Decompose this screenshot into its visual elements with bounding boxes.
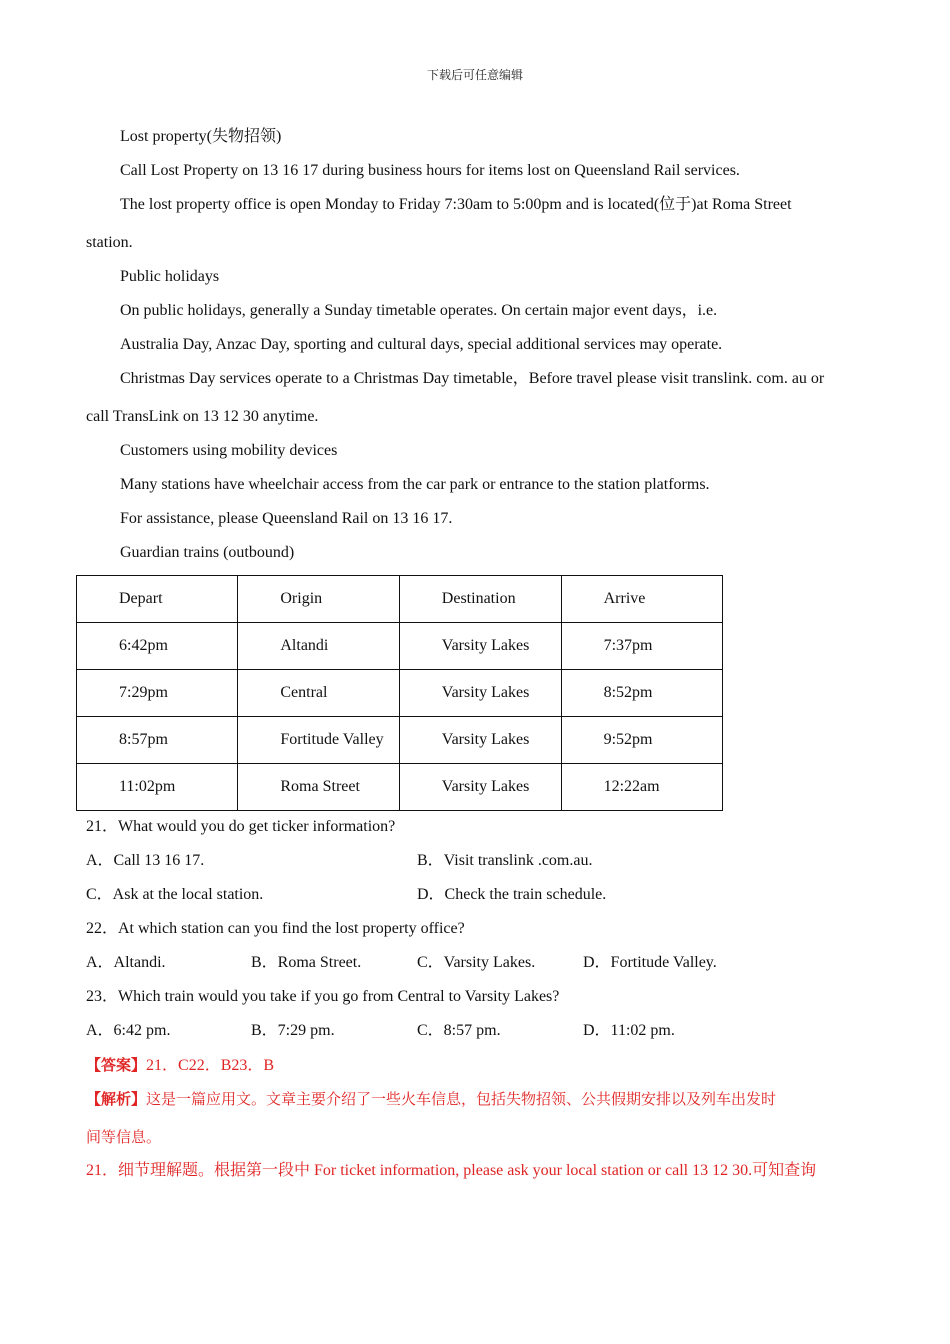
- table-cell: Altandi: [238, 623, 399, 670]
- q23-option-d: D．11:02 pm.: [583, 1022, 675, 1039]
- table-header-cell: Origin: [238, 576, 399, 623]
- section-title-public-holidays: Public holidays: [120, 268, 220, 285]
- analysis-label: 【解析】: [86, 1090, 147, 1108]
- table-cell: 9:52pm: [561, 717, 722, 764]
- table-cell: Varsity Lakes: [399, 764, 561, 811]
- answer-text: 21．C22．B23．B: [146, 1057, 275, 1074]
- answer-label: 【答案】: [86, 1056, 147, 1074]
- table-row: [77, 764, 723, 811]
- table-row: [77, 623, 723, 670]
- question-21: 21．What would you do get ticker information?: [86, 818, 396, 835]
- table-header-cell: Depart: [77, 576, 238, 623]
- q23-option-a: A．6:42 pm.: [86, 1022, 171, 1039]
- analysis-line: 21．细节理解题。根据第一段中 For ticket information, please ask your local station or call 13 12 30.可知查询: [86, 1162, 817, 1179]
- question-23: 23．Which train would you take if you go from Central to Varsity Lakes?: [86, 988, 560, 1005]
- passage-line: station.: [86, 234, 133, 251]
- table-row: [77, 717, 723, 764]
- q21-option-d: D．Check the train schedule.: [417, 886, 607, 903]
- table-cell: Roma Street: [238, 764, 399, 811]
- table-header-cell: Arrive: [561, 576, 722, 623]
- table-cell: Varsity Lakes: [399, 670, 561, 717]
- section-title-lost-property: Lost property(失物招领): [120, 128, 282, 145]
- q22-option-c: C．Varsity Lakes.: [417, 954, 536, 971]
- q22-option-b: B．Roma Street.: [251, 954, 362, 971]
- passage-line: On public holidays, generally a Sunday timetable operates. On certain major event days，i.e.: [120, 302, 718, 319]
- passage-line: Christmas Day services operate to a Christmas Day timetable，Before travel please visit translink. com. au or: [120, 370, 825, 387]
- q23-option-b: B．7:29 pm.: [251, 1022, 335, 1039]
- question-22: 22．At which station can you find the lost property office?: [86, 920, 465, 937]
- passage-line: Call Lost Property on 13 16 17 during business hours for items lost on Queensland Rail services.: [120, 162, 740, 179]
- q23-option-c: C．8:57 pm.: [417, 1022, 501, 1039]
- analysis-line: 间等信息。: [86, 1128, 162, 1146]
- passage-line: Australia Day, Anzac Day, sporting and cultural days, special additional services may operate.: [120, 336, 723, 353]
- passage-line: The lost property office is open Monday to Friday 7:30am to 5:00pm and is located(位于)at Roma Street: [120, 196, 792, 213]
- table-cell: Fortitude Valley: [238, 717, 399, 764]
- section-title-mobility: Customers using mobility devices: [120, 442, 338, 459]
- q21-option-a: A．Call 13 16 17.: [86, 852, 205, 869]
- table-cell: 8:52pm: [561, 670, 722, 717]
- table-cell: Varsity Lakes: [399, 717, 561, 764]
- q22-option-a: A．Altandi.: [86, 954, 166, 971]
- table-cell: 8:57pm: [77, 717, 238, 764]
- table-cell: 7:37pm: [561, 623, 722, 670]
- table-header-row: [77, 576, 723, 623]
- table-cell: Central: [238, 670, 399, 717]
- q21-option-b: B．Visit translink .com.au.: [417, 852, 593, 869]
- table-cell: 6:42pm: [77, 623, 238, 670]
- table-cell: 12:22am: [561, 764, 722, 811]
- passage-line: call TransLink on 13 12 30 anytime.: [86, 408, 319, 425]
- table-cell: Varsity Lakes: [399, 623, 561, 670]
- analysis-text: 这是一篇应用文。文章主要介绍了一些火车信息，包括失物招领、公共假期安排以及列车出发时: [146, 1090, 777, 1108]
- table-row: [77, 670, 723, 717]
- q21-option-c: C．Ask at the local station.: [86, 886, 264, 903]
- page-header: 下载后可任意编辑: [426, 68, 523, 82]
- table-cell: 7:29pm: [77, 670, 238, 717]
- q22-option-d: D．Fortitude Valley.: [583, 954, 717, 971]
- passage-line: For assistance, please Queensland Rail on 13 16 17.: [120, 510, 453, 527]
- analysis-line: [86, 1089, 776, 1110]
- table-header-cell: Destination: [399, 576, 561, 623]
- table-cell: 11:02pm: [77, 764, 238, 811]
- section-title-guardian-trains: Guardian trains (outbound): [120, 544, 295, 561]
- passage-line: Many stations have wheelchair access from the car park or entrance to the station platforms.: [120, 476, 710, 493]
- train-schedule-table: [76, 575, 723, 811]
- answer-line: [86, 1055, 274, 1076]
